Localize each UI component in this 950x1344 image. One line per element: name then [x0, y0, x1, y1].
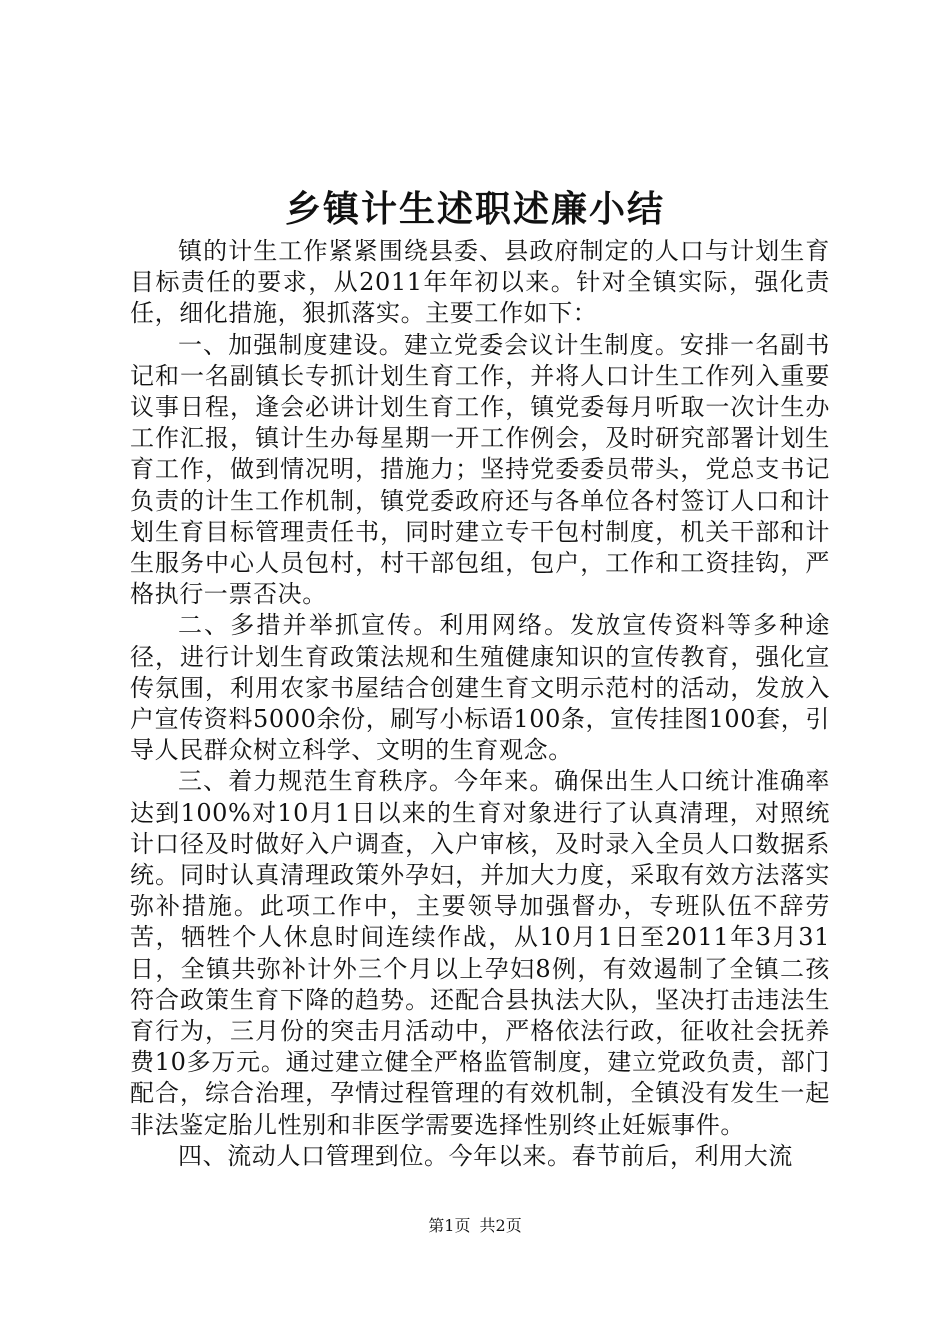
document-title: 乡镇计生述职述廉小结 — [284, 188, 665, 230]
paragraph-section-1: 一、加强制度建设。建立党委会议计生制度。安排一名副书记和一名副镇长专抓计划生育工作，并将人口计生工作列入重要议事日程，逢会必讲计划生育工作，镇党委每月听取一次计生办工作汇报，镇计生办每星期一开工作例会，及时研究部署计划生育工作，做到情况明，措施力；坚持党委委员带头，党总支书记负责的计生工作机制，镇党委政府还与各单位各村签订人口和计划生育目标管理责任书，同时建立专干包村制度，机关干部和计生服务中心人员包村，村干部包组，包户，工作和工资挂钩，严格执行一票否决。 — [130, 330, 830, 609]
page-number: 第1页 — [428, 1216, 471, 1235]
paragraph-intro: 镇的计生工作紧紧围绕县委、县政府制定的人口与计划生育目标责任的要求，从2011年年初以来。针对全镇实际，强化责任，细化措施，狠抓落实。主要工作如下： — [130, 237, 830, 328]
page-footer — [0, 1215, 950, 1237]
document-body — [130, 236, 830, 1172]
paragraph-section-3: 三、着力规范生育秩序。今年来。确保出生人口统计准确率达到100%对10月1日以来的生育对象进行了认真清理，对照统计口径及时做好入户调查，入户审核，及时录入全员人口数据系统。同时认真清理政策外孕妇，并加大力度，采取有效方法落实弥补措施。此项工作中，主要领导加强督办，专班队伍不辞劳苦，牺牲个人休息时间连续作战，从10月1日至2011年3月31日，全镇共弥补计外三个月以上孕妇8例，有效遏制了全镇二孩符合政策生育下降的趋势。还配合县执法大队，坚决打击违法生育行为，三月份的突击月活动中，严格依法行政，征收社会抚养费10多万元。通过建立健全严格监管制度，建立党政负责，部门配合，综合治理，孕情过程管理的有效机制，全镇没有发生一起非法鉴定胎儿性别和非医学需要选择性别终止妊娠事件。 — [130, 767, 830, 1139]
paragraph-section-2: 二、多措并举抓宣传。利用网络。发放宣传资料等多种途径，进行计划生育政策法规和生殖健康知识的宣传教育，强化宣传氛围，利用农家书屋结合创建生育文明示范村的活动，发放入户宣传资料5000余份，刷写小标语100条，宣传挂图100套，引导人民群众树立科学、文明的生育观念。 — [130, 611, 830, 765]
page-total: 共2页 — [479, 1216, 522, 1235]
paragraph-section-4: 四、流动人口管理到位。今年以来。春节前后，利用大流 — [178, 1141, 793, 1170]
